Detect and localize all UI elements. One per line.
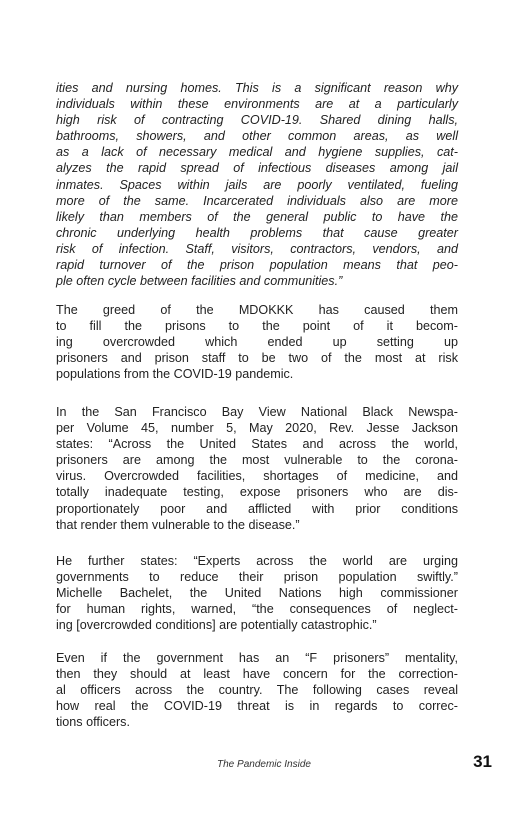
quote-continued: [56, 80, 458, 289]
quote-line: risk of infection. Staff, visitors, contractors, vendors, and: [56, 241, 458, 256]
paragraph-line: proportionately poor and afflicted with prior conditions: [56, 501, 458, 516]
paragraph-bayview: [56, 404, 458, 533]
paragraph-line: how real the COVID-19 threat is in regards to correc-: [56, 699, 458, 714]
paragraph-line: for human rights, warned, “the consequences of neglect-: [56, 602, 458, 617]
paragraph-line: tions officers.: [56, 715, 130, 730]
quote-line: as a lack of necessary medical and hygiene supplies, cat-: [56, 145, 458, 160]
paragraph-line: Even if the government has an “F prisoners” mentality,: [56, 651, 458, 665]
paragraph-line: The greed of the MDOKKK has caused them: [56, 303, 458, 317]
quote-line: high risk of contracting COVID-19. Shared dining halls,: [56, 113, 458, 128]
paragraph-line: governments to reduce their prison population swiftly.”: [56, 570, 458, 585]
paragraph-line: prisoners and prison staff to be two of the most at risk: [56, 351, 458, 366]
paragraph-government: [56, 650, 458, 730]
quote-line: chronic underlying health problems that cause greater: [56, 225, 458, 240]
paragraph-line: virus. Overcrowded facilities, shortages of medicine, and: [56, 469, 458, 484]
paragraph-line: In the San Francisco Bay View National Black Newspa-: [56, 405, 458, 419]
running-title: The Pandemic Inside: [217, 759, 311, 770]
quote-line: more of the same. Incarcerated individuals also are more: [56, 193, 458, 208]
paragraph-line: He further states: “Experts across the world are urging: [56, 554, 458, 568]
paragraph-experts: [56, 553, 458, 633]
quote-line: bathrooms, showers, and other common areas, as well: [56, 129, 458, 144]
paragraph-line: totally inadequate testing, expose prisoners who are dis-: [56, 485, 458, 500]
quote-line: ities and nursing homes. This is a significant reason why: [56, 81, 458, 95]
paragraph-greed: [56, 302, 458, 382]
quote-line: rapid turnover of the prison population means that peo-: [56, 258, 458, 273]
quote-line: inmates. Spaces within jails are poorly ventilated, fueling: [56, 177, 458, 192]
quote-line: alyzes the rapid spread of infectious diseases among jail: [56, 161, 458, 176]
paragraph-line: Michelle Bachelet, the United Nations high commissioner: [56, 586, 458, 601]
paragraph-line: ing [overcrowded conditions] are potentially catastrophic.”: [56, 618, 377, 633]
quote-line: ple often cycle between facilities and communities.”: [56, 274, 343, 289]
quote-line: likely than members of the general public to have the: [56, 209, 458, 224]
paragraph-line: ing overcrowded which ended up setting up: [56, 335, 458, 350]
page-number: 31: [473, 752, 492, 771]
paragraph-line: states: “Across the United States and across the world,: [56, 437, 458, 452]
paragraph-line: that render them vulnerable to the disease.”: [56, 517, 300, 532]
paragraph-line: then they should at least have concern for the correction-: [56, 667, 458, 682]
paragraph-line: populations from the COVID-19 pandemic.: [56, 367, 294, 382]
quote-line: individuals within these environments are at a particularly: [56, 97, 458, 112]
paragraph-line: al officers across the country. The following cases reveal: [56, 683, 458, 698]
paragraph-line: per Volume 45, number 5, May 2020, Rev. Jesse Jackson: [56, 421, 458, 436]
paragraph-line: to fill the prisons to the point of it becom-: [56, 319, 458, 334]
paragraph-line: prisoners are among the most vulnerable to the corona-: [56, 453, 458, 468]
